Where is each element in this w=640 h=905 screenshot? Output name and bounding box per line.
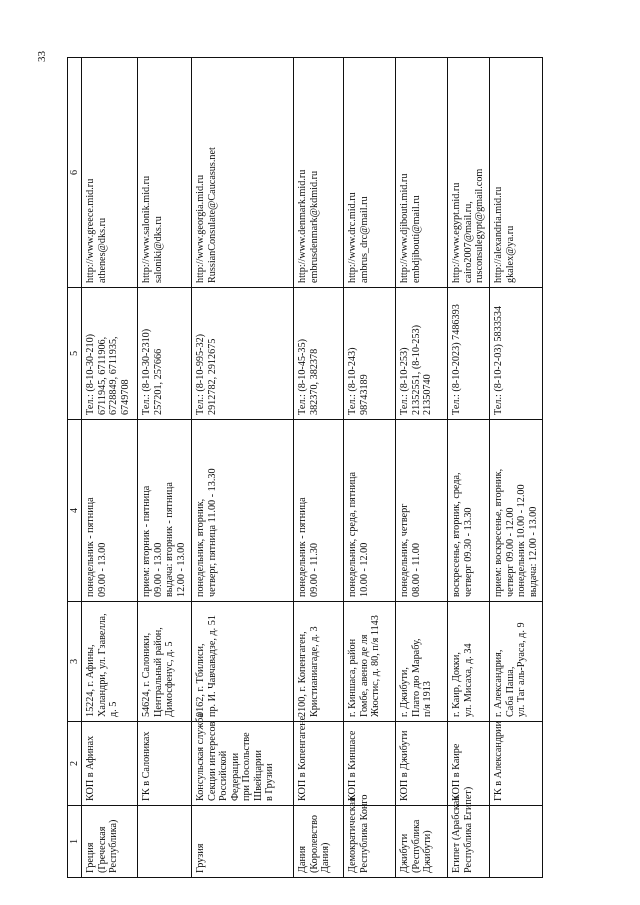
office-cell — [82, 722, 138, 806]
hours-cell — [294, 420, 344, 602]
cell-line: http://www.egypt.mid.ru — [451, 182, 463, 283]
country-cell — [294, 806, 344, 878]
cell-line: 21350740 — [422, 374, 434, 415]
cell-line: КОП в Копенгагене — [297, 715, 309, 801]
cell-line: Тел.: (8-10-2023) 7486393 — [451, 304, 463, 415]
office-cell — [294, 715, 344, 806]
office-cell — [396, 722, 448, 806]
cell-line: 15224, г. Афины, — [85, 644, 97, 717]
cell-line: 98743189 — [358, 374, 370, 415]
cell-line: ambrus_drc@mail.ru — [358, 196, 370, 283]
cell-line: 08.00 - 11.00 — [410, 543, 422, 597]
cell-line: Тел.: (8-10-45-35) — [297, 339, 309, 415]
country-cell — [344, 794, 396, 878]
cell-line: Димосфенус, д. 5 — [164, 641, 176, 717]
table-row — [344, 58, 396, 878]
consular-offices-table — [67, 57, 543, 878]
cell-line: Грузия — [195, 843, 207, 873]
cell-line: http://www.djibouti.mid.ru — [399, 173, 411, 283]
cell-line: http://www.drc.mid.ru — [347, 192, 359, 283]
office-cell — [490, 722, 543, 806]
cell-line: Жюстис, д. 80, п/я 1143 — [370, 615, 382, 717]
table-row — [396, 58, 448, 878]
cell-line: Джибути) — [422, 830, 434, 873]
column-number: 3 — [68, 602, 82, 722]
table-row — [294, 58, 344, 878]
cell-line: 6728849, 6711935, — [108, 336, 120, 415]
office-cell — [138, 722, 192, 806]
cell-line: Тел.: (8-10-2-03) 5833534 — [493, 305, 505, 415]
cell-line: Швейцарии — [252, 750, 264, 801]
country-cell — [192, 806, 294, 878]
column-number-row — [68, 58, 82, 878]
cell-line: athenes@dks.ru — [96, 217, 108, 283]
cell-line: http://www.georgia.mid.ru — [195, 174, 207, 283]
cell-line: Халандри, ул. Гзавелла, — [96, 613, 108, 717]
cell-line: 2100, г. Копенгаген, — [297, 631, 309, 717]
country-cell — [396, 806, 448, 878]
cell-line: четверг 09.30 - 13.30 — [462, 507, 474, 597]
cell-line: http://www.denmark.mid.ru — [297, 169, 309, 283]
cell-line: 21352551, (8-10-253) — [410, 325, 422, 415]
cell-line: 382370, 382378 — [308, 348, 320, 415]
cell-line: 10.00 - 12.00 — [358, 542, 370, 597]
cell-line: ГК в Салониках — [141, 731, 153, 801]
cell-line: Консульская служба — [195, 713, 207, 801]
address-cell — [344, 602, 396, 722]
cell-line: в Грузии — [263, 763, 275, 801]
web-cell — [192, 58, 294, 288]
phone-cell — [490, 288, 543, 420]
cell-line: понедельник - пятница — [85, 497, 97, 597]
cell-line: 2912782, 2912675 — [206, 338, 218, 415]
cell-line: Центральный район, — [152, 627, 164, 717]
table-row — [448, 58, 490, 878]
cell-line: Гомбе, авеню де ля — [358, 634, 370, 717]
cell-line: Тел.: (8-10-30-2310) — [141, 328, 153, 415]
cell-line: Российской — [218, 750, 230, 801]
cell-line: г. Джибути, — [399, 667, 411, 717]
country-cell — [448, 786, 490, 878]
web-cell — [344, 58, 396, 288]
address-cell — [192, 602, 294, 722]
cell-line: п/я 1913 — [422, 681, 434, 717]
address-cell — [138, 602, 192, 722]
cell-line: четверг, пятница 11.00 - 13.30 — [206, 468, 218, 597]
cell-line: 54624, г. Салоники, — [141, 632, 153, 717]
cell-line: Плато дю Марабу, — [410, 638, 422, 717]
phone-cell — [82, 288, 138, 420]
table-row — [138, 58, 192, 878]
cell-line: Тел.: (8-10-253) — [399, 347, 411, 415]
cell-line: выдача: 12.00 - 13.00 — [527, 506, 539, 597]
office-cell — [344, 722, 396, 806]
table-row — [192, 58, 294, 878]
cell-line: понедельник 10.00 - 12.00 — [516, 484, 528, 597]
cell-line: (Королевство — [308, 815, 320, 873]
cell-line: saloniki@dks.ru — [152, 216, 164, 283]
column-number: 6 — [68, 58, 82, 288]
cell-line: 6711945, 6711906, — [96, 336, 108, 415]
cell-line: КОП в Каире — [451, 743, 463, 801]
cell-line: г. Киншаса, район — [347, 638, 359, 717]
cell-line: http://www.greece.mid.ru — [85, 178, 97, 283]
cell-line: КОП в Афинах — [85, 735, 97, 801]
address-cell — [396, 602, 448, 722]
column-number: 1 — [68, 806, 82, 878]
office-cell — [192, 713, 294, 806]
cell-line: ул. Таг аль-Руаса, д. 9 — [516, 622, 528, 717]
address-cell — [448, 602, 490, 722]
hours-cell — [138, 420, 192, 602]
cell-line: rusconsulegypt@gmail.com — [474, 168, 486, 283]
cell-line: cairo2007@mail.ru, — [462, 201, 474, 283]
cell-line: понедельник, четверг — [399, 503, 411, 597]
cell-line: 09.00 - 13.00 — [152, 542, 164, 597]
column-number: 2 — [68, 722, 82, 806]
cell-line: понедельник, среда, пятница — [347, 471, 359, 597]
cell-line: Федерации — [229, 752, 241, 801]
cell-line: Дания — [297, 845, 309, 873]
address-cell — [294, 602, 344, 722]
cell-line: воскресенье, вторник, среда, — [451, 472, 463, 597]
hours-cell — [192, 420, 294, 602]
cell-line: Дания) — [320, 842, 332, 873]
cell-line: Тел.: (8-10-30-210) — [85, 333, 97, 415]
cell-line: 257201, 257666 — [152, 348, 164, 415]
web-cell — [138, 58, 192, 288]
cell-line: Кристианиагаде, д. 3 — [308, 626, 320, 717]
country-cell — [490, 806, 543, 878]
cell-line: Республика) — [108, 819, 120, 873]
cell-line: понедельник - пятница — [297, 497, 309, 597]
hours-cell — [490, 420, 543, 602]
column-number: 5 — [68, 288, 82, 420]
phone-cell — [396, 288, 448, 420]
address-cell — [82, 602, 138, 722]
cell-line: 09.00 - 11.30 — [308, 543, 320, 597]
cell-line: пр. И. Чавчавадзе, д. 51 — [206, 615, 218, 717]
cell-line: Демократическая — [347, 797, 359, 873]
phone-cell — [448, 288, 490, 420]
cell-line: http://www.salonik.mid.ru — [141, 175, 153, 283]
phone-cell — [344, 288, 396, 420]
cell-line: Джибути — [399, 833, 411, 873]
cell-line: (Республика — [410, 819, 422, 873]
cell-line: 6749708 — [119, 379, 131, 415]
cell-line: Тел.: (8-10-243) — [347, 347, 359, 415]
phone-cell — [294, 288, 344, 420]
cell-line: выдача: вторник - пятница — [164, 482, 176, 597]
cell-line: Греция — [85, 842, 97, 873]
rotated-table-wrapper — [67, 58, 539, 878]
cell-line: Секции интересов — [206, 721, 218, 801]
phone-cell — [138, 288, 192, 420]
cell-line: (Греческая — [96, 826, 108, 873]
table-row — [82, 58, 138, 878]
cell-line: КОП в Киншасе — [347, 730, 359, 801]
cell-line: ГК в Александрии — [493, 720, 505, 801]
cell-line: Саба Паша, — [504, 666, 516, 717]
table-row — [490, 58, 543, 878]
column-number: 4 — [68, 420, 82, 602]
cell-line: четверг 09.00 - 12.00 — [504, 507, 516, 597]
cell-line: embrusdenmark@kdmid.ru — [308, 170, 320, 283]
web-cell — [82, 58, 138, 288]
cell-line: д. 5 — [108, 701, 120, 717]
cell-line: Республика Конго — [358, 794, 370, 873]
cell-line: 09.00 - 13.00 — [96, 542, 108, 597]
address-cell — [490, 602, 543, 722]
phone-cell — [192, 288, 294, 420]
cell-line: Республика Египет) — [462, 786, 474, 873]
cell-line: RussianConsulate@Caucasus.net — [206, 147, 218, 283]
cell-line: 0162, г. Тбилиси, — [195, 643, 207, 717]
cell-line: г. Каир, Докки, — [451, 652, 463, 717]
country-cell — [82, 806, 138, 878]
web-cell — [396, 58, 448, 288]
cell-line: Египет (Арабская — [451, 796, 463, 873]
cell-line: Тел.: (8-10-995-32) — [195, 333, 207, 415]
cell-line: 12.00 - 13.00 — [175, 542, 187, 597]
hours-cell — [344, 420, 396, 602]
cell-line: gkalex@ya.ru — [504, 225, 516, 283]
web-cell — [490, 58, 543, 288]
web-cell — [294, 58, 344, 288]
country-cell — [138, 806, 192, 878]
cell-line: embdjibouti@mail.ru — [410, 195, 422, 283]
cell-line: http://alexandria.mid.ru — [493, 186, 505, 283]
cell-line: понедельник, вторник, — [195, 498, 207, 597]
hours-cell — [82, 420, 138, 602]
cell-line: КОП в Джибути — [399, 730, 411, 801]
cell-line: г. Александрия, — [493, 649, 505, 717]
cell-line: ул. Мисаха, д. 34 — [462, 643, 474, 717]
page-number: 33 — [36, 51, 48, 62]
cell-line: прием: вторник - пятница — [141, 485, 153, 597]
web-cell — [448, 58, 490, 288]
cell-line: прием: воскресенье, вторник, — [493, 468, 505, 597]
hours-cell — [396, 420, 448, 602]
hours-cell — [448, 420, 490, 602]
cell-line: при Посольстве — [241, 732, 253, 801]
